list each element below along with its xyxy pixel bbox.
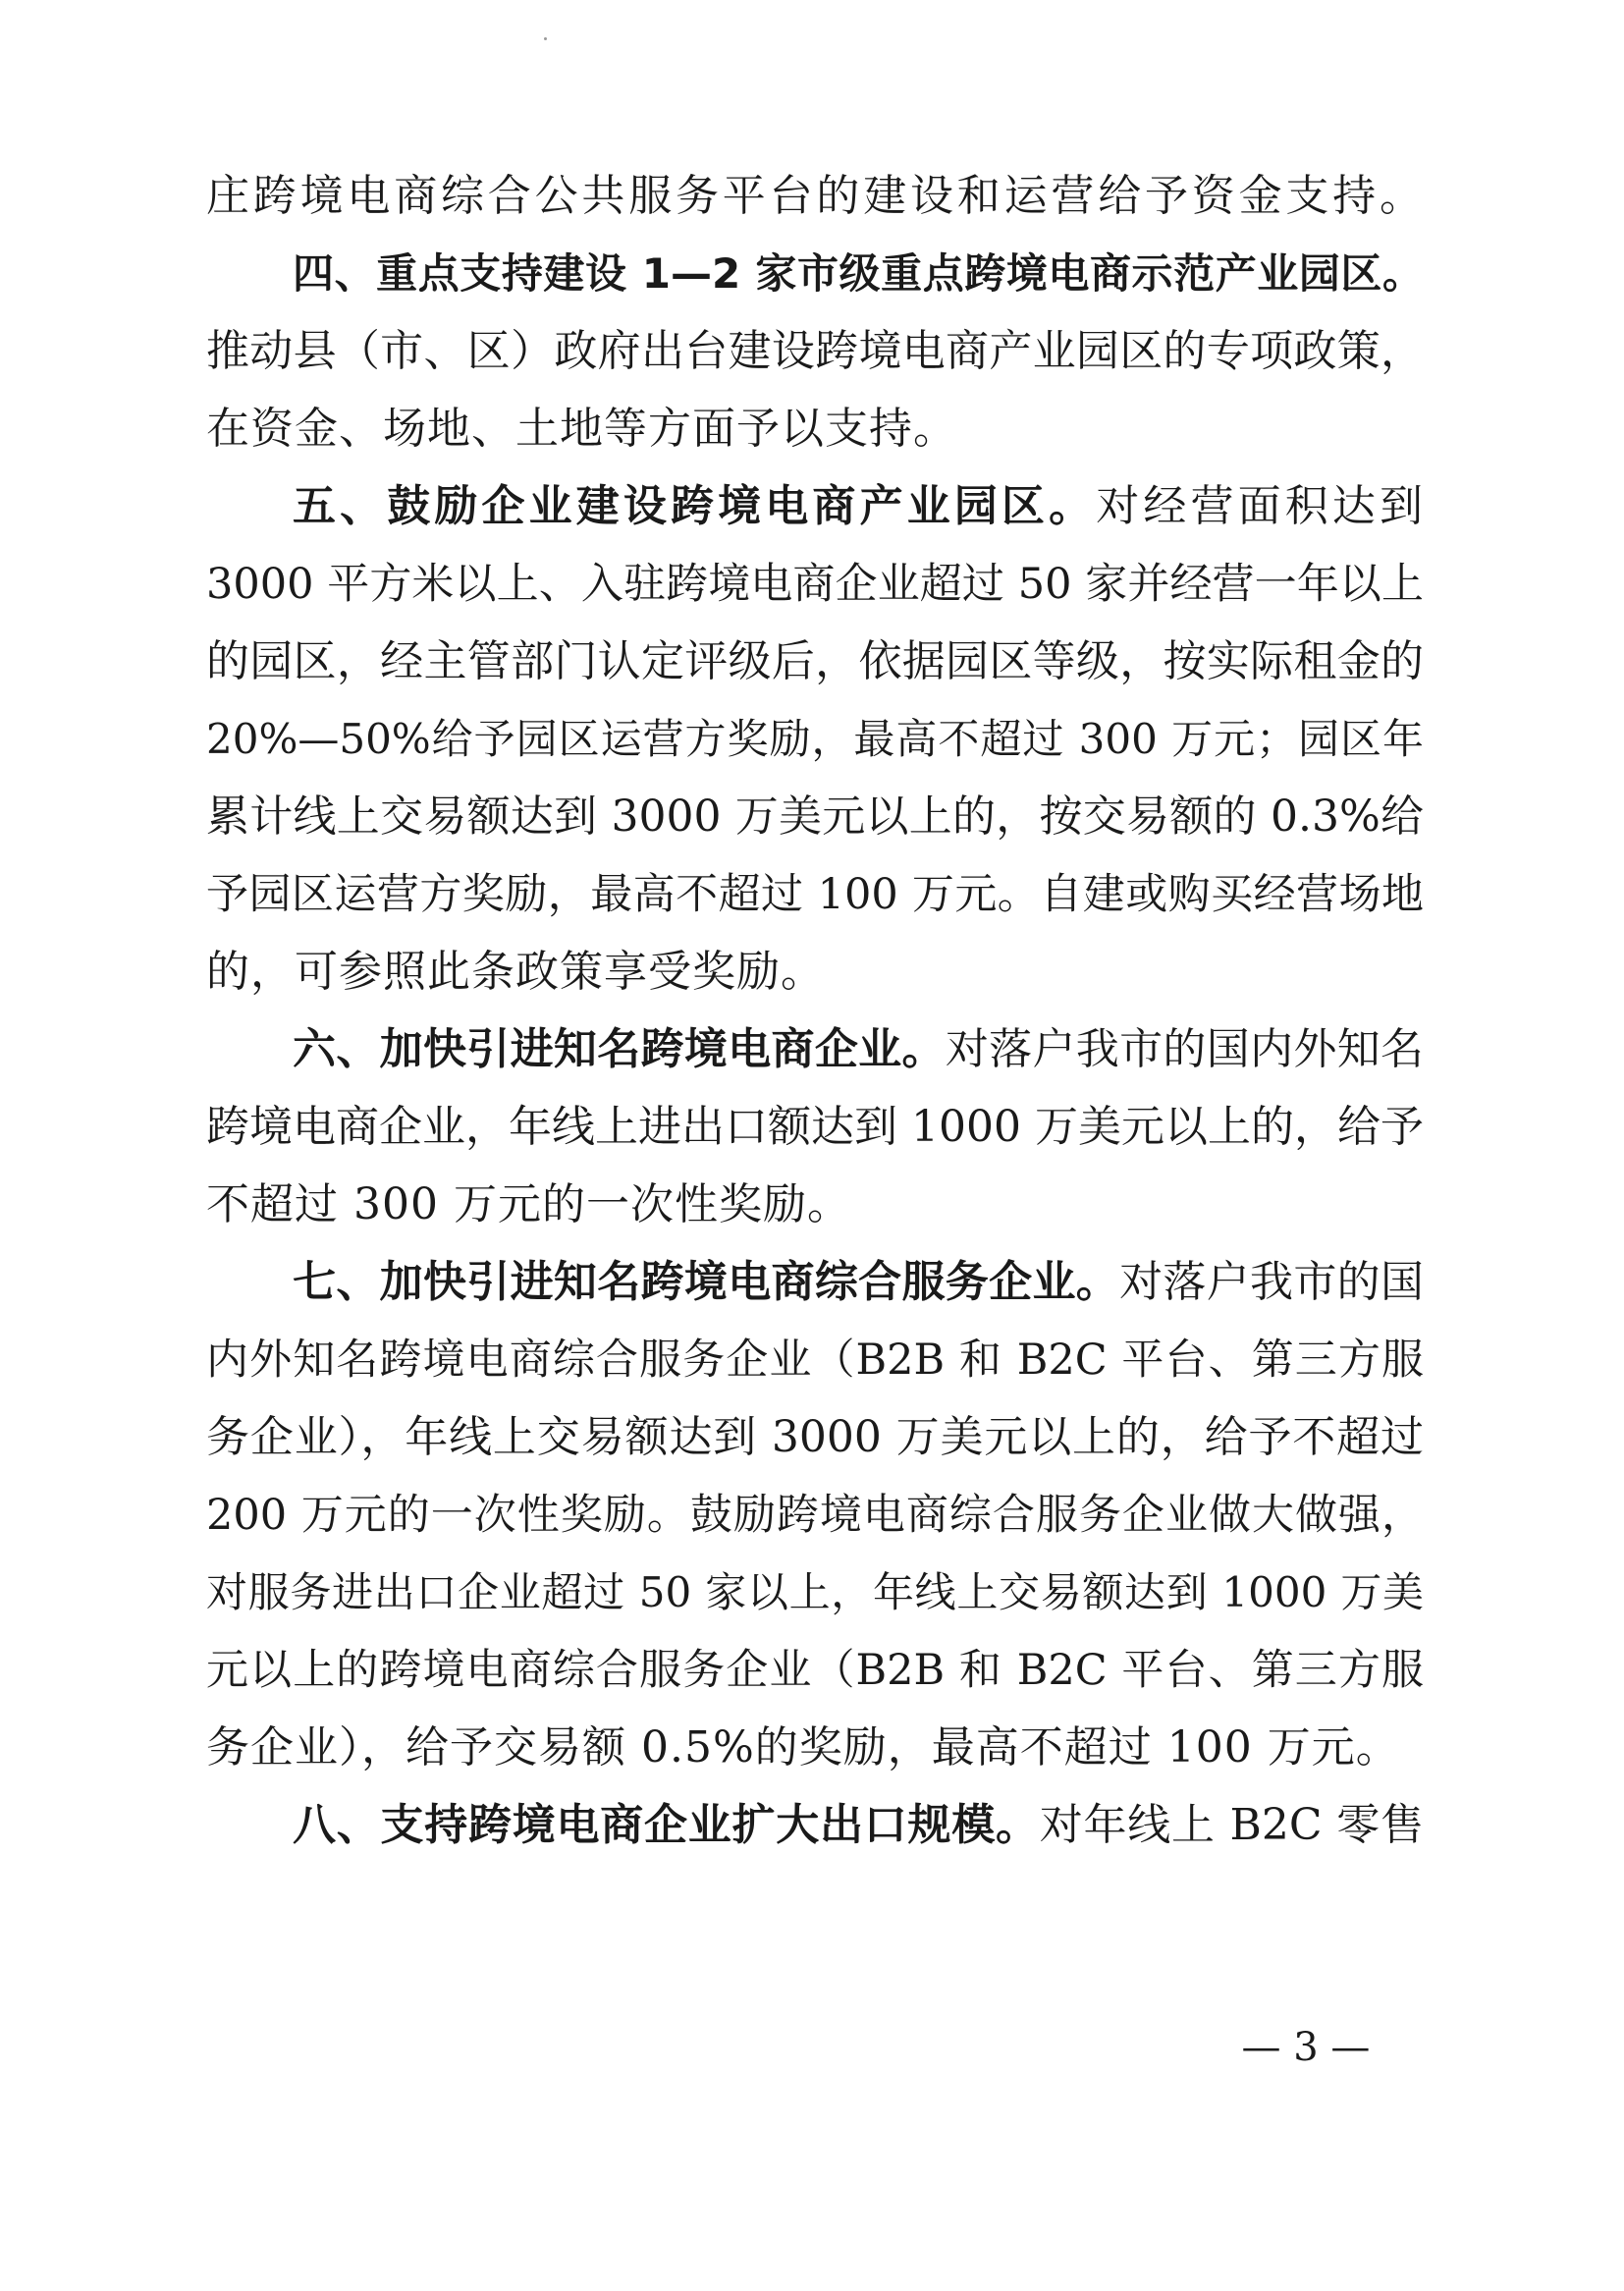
section-heading-line: 六、加快引进知名跨境电商企业。对落户我市的国内外知名 (293, 1024, 1425, 1074)
section-heading-line: 七、加快引进知名跨境电商综合服务企业。对落户我市的国 (293, 1257, 1424, 1307)
text-line: 的，可参照此条政策享受奖励。 (206, 947, 825, 997)
section-heading-line (293, 235, 1424, 313)
text-line: 20%—50%给予园区运营方奖励，最高不超过 300 万元；园区年 (206, 715, 1424, 763)
text-line: 跨境电商企业，年线上进出口额达到 1000 万美元以上的，给予 (206, 1102, 1424, 1152)
text-line: 在资金、场地、土地等方面予以支持。 (206, 404, 957, 454)
text-line: 累计线上交易额达到 3000 万美元以上的，按交易额的 0.3%给 (206, 791, 1424, 842)
text-line: 3000 平方米以上、入驻跨境电商企业超过 50 家并经营一年以上 (206, 560, 1424, 609)
section-heading-line: 八、支持跨境电商企业扩大出口规模。对年线上 B2C 零售 (293, 1800, 1425, 1850)
text-line: 的园区，经主管部门认定评级后，依据园区等级，按实际租金的 (206, 636, 1424, 686)
text-line: 对服务进出口企业超过 50 家以上，年线上交易额达到 1000 万美 (206, 1568, 1424, 1616)
text-line: 元以上的跨境电商综合服务企业（B2B 和 B2C 平台、第三方服 (206, 1646, 1424, 1695)
text-line: 内外知名跨境电商综合服务企业（B2B 和 B2C 平台、第三方服 (206, 1336, 1424, 1385)
text-line: 务企业），给予交易额 0.5%的奖励，最高不超过 100 万元。 (206, 1722, 1400, 1773)
section-heading: 八、支持跨境电商企业扩大出口规模。 (293, 1800, 1040, 1850)
scan-speck (544, 37, 547, 40)
text-line: 不超过 300 万元的一次性奖励。 (206, 1179, 851, 1229)
text-line: 200 万元的一次性奖励。鼓励跨境电商综合服务企业做大做强， (206, 1491, 1424, 1540)
section-heading-line: 五、鼓励企业建设跨境电商产业园区。对经营面积达到 (293, 481, 1425, 531)
section-heading: 四、重点支持建设 1—2 家市级重点跨境电商示范产业园区。 (293, 249, 1424, 298)
section-heading: 五、鼓励企业建设跨境电商产业园区。 (293, 481, 1097, 531)
section-heading: 六、加快引进知名跨境电商企业。 (293, 1024, 946, 1074)
section-heading: 七、加快引进知名跨境电商综合服务企业。 (293, 1257, 1120, 1307)
text-line: 推动县（市、区）政府出台建设跨境电商产业园区的专项政策， (206, 326, 1424, 376)
text-line: 务企业），年线上交易额达到 3000 万美元以上的，给予不超过 (206, 1412, 1424, 1462)
text-line: 予园区运营方奖励，最高不超过 100 万元。自建或购买经营场地 (206, 870, 1424, 919)
text-line: 庄跨境电商综合公共服务平台的建设和运营给予资金支持。 (206, 171, 1424, 221)
page-number: — 3 — (1241, 2025, 1371, 2070)
